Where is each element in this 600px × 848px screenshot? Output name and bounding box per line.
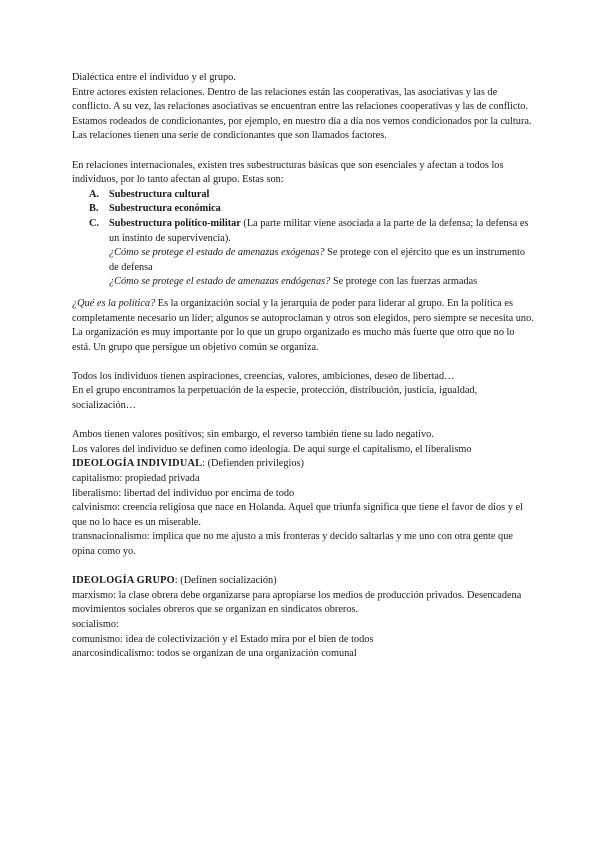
list-item-label: Subestructura económica (109, 203, 221, 215)
paragraph-organization: La organización es muy importante por lo que un grupo organizado es mucho más fuerte que otro que no lo está. Un grupo que persigue un objetivo común se organiza. (72, 327, 515, 353)
heading-text: IDEOLOGÍA GRUPO (72, 575, 175, 587)
answer-text: Se protege con las fuerzas armadas (330, 276, 478, 288)
list-item (72, 202, 534, 217)
paragraph-factors: Las relaciones tienen una serie de condicionantes que son llamados factores. (72, 130, 387, 142)
paragraph-substructures: En relaciones internacionales, existen tres subestructuras básicas que son esenciales y afectan a todos los individuos, por lo tanto afectan al grupo. Estas son: (72, 159, 504, 186)
paragraph-ideology: Los valores del individuo se definen como ideología. De aquí surge el capitalismo, el liberalismo (72, 443, 472, 455)
document-body (72, 71, 534, 662)
paragraph-politics (72, 297, 534, 326)
spacer (72, 560, 534, 575)
ideology-item: socialismo: (72, 618, 119, 630)
list-marker: C. (89, 217, 100, 229)
answer-text: Es la organización social y la jerarquía de poder para liderar al grupo. En la política es completamente necesario un líder; algunos se autoproclaman y otros son elegidos, pero siempre se necesita uno. (72, 297, 534, 324)
spacer (72, 290, 534, 297)
spacer (72, 144, 534, 159)
list-marker: A. (89, 188, 100, 200)
list-item-label: Subestructura político-militar (109, 217, 241, 229)
list-item (72, 217, 534, 246)
question-endogenous (72, 275, 534, 290)
ideology-item: calvinismo: creencia religiosa que nace en Holanda. Aquel que triunfa significa que tiene el favor de dios y el que no lo hace es un miserable. (72, 502, 523, 528)
ideology-item: capitalismo: propiedad privada (72, 473, 200, 485)
paragraph-aspirations: Todos los individuos tienen aspiraciones, creencias, valores, ambiciones, deseo de libertad… (72, 370, 455, 382)
list-item-label: Subestructura cultural (109, 188, 210, 200)
ideology-item: marxismo: la clase obrera debe organizarse para apropiarse los medios de producción privados. Desencadena movimientos sociales obreros que se organizan en sindicatos obreros. (72, 589, 522, 616)
ideology-item: comunismo: idea de colectivización y el Estado mira por el bien de todos (72, 633, 374, 645)
spacer (72, 355, 534, 370)
list-item (72, 188, 534, 203)
list-marker: B. (89, 203, 99, 215)
paragraph-title: Dialéctica entre el individuo y el grupo. (72, 72, 236, 83)
ideology-item: liberalismo: libertad del individuo por encima de todo (72, 487, 295, 499)
paragraph-conditioners: Estamos rodeados de condicionantes, por ejemplo, en nuestro día a día nos vemos condicionados por la cultura. (72, 115, 532, 127)
heading-subtext: : (Defienden privilegios) (202, 458, 304, 470)
question-exogenous (72, 246, 534, 275)
heading-group-ideology (72, 574, 534, 589)
question-text: ¿Cómo se protege el estado de amenazas endógenas? (109, 276, 331, 288)
answer-text: Se protege con el ejército que es un instrumento de defensa (109, 247, 525, 273)
heading-subtext: : (Defínen socialización) (174, 575, 277, 587)
heading-text: IDEOLOGÍA INDIVIDUAL (72, 458, 203, 470)
paragraph-values: Ambos tienen valores positivos; sin embargo, el reverso también tiene su lado negativo. (72, 429, 434, 441)
paragraph-relations: Entre actores existen relaciones. Dentro de las relaciones están las cooperativas, las asociativas y las de conflicto. A su vez, las relaciones asociativas se encuentran entre las relaciones cooperativas y las de conflicto. (72, 86, 529, 113)
spacer (72, 414, 534, 429)
paragraph-group: En el grupo encontramos la perpetuación de la especie, protección, distribución, justicia, igualdad, socialización… (72, 385, 478, 412)
heading-individual-ideology (72, 457, 534, 472)
ideology-item: anarcosindicalismo: todos se organizan de una organización comunal (72, 648, 357, 660)
list-item-text: (La parte militar viene asociada a la parte de la defensa; la defensa es un instinto de supervivencia). (109, 217, 529, 244)
ideology-item: transnacionalismo: implica que no me ajusto a mis fronteras y decido saltarlas y me uno con otra gente que opina como yo. (72, 531, 513, 557)
substructure-list (72, 188, 534, 246)
question-text: ¿Cómo se protege el estado de amenazas exógenas? (109, 247, 325, 259)
question-text: ¿Qué es la política? (72, 297, 156, 309)
